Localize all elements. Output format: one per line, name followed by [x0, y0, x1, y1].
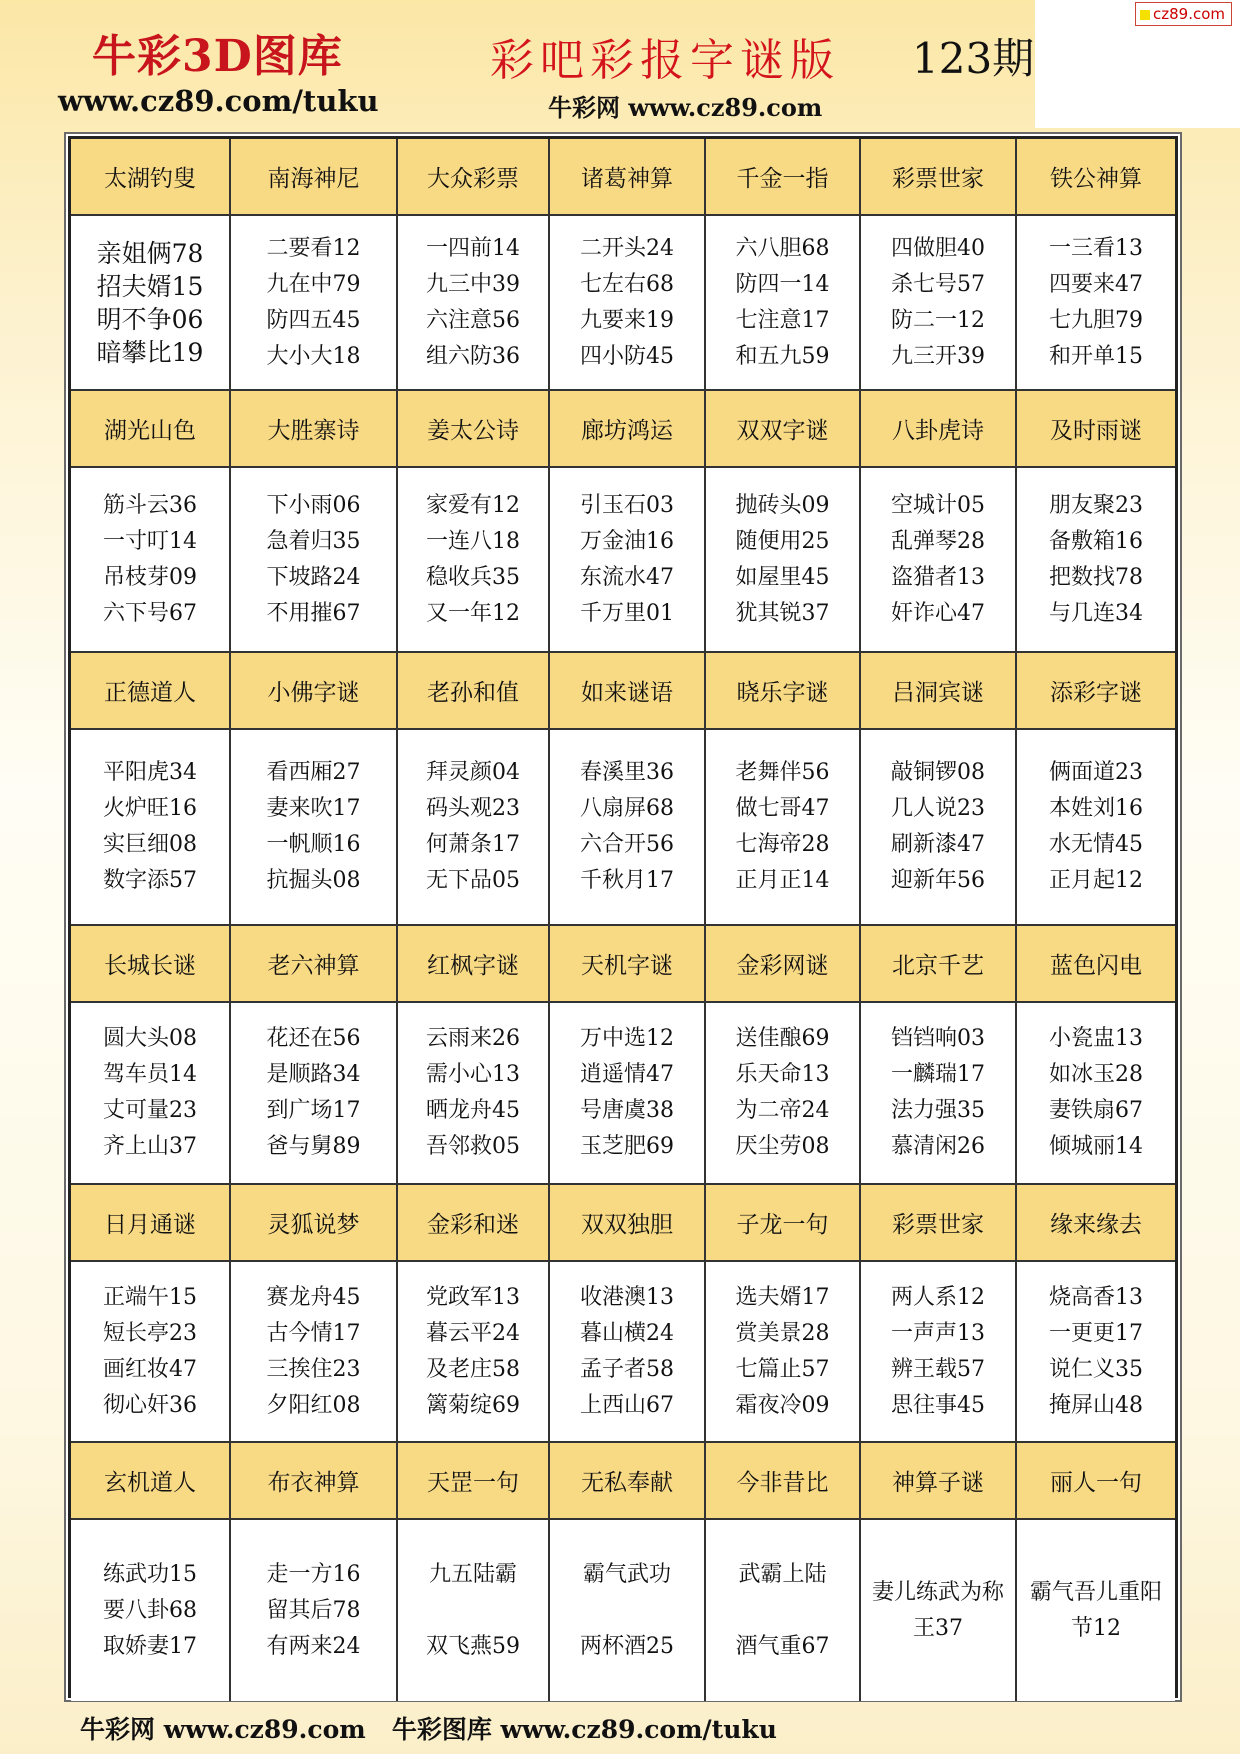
- riddle-line: 水无情45: [1049, 832, 1143, 857]
- column-header: 无私奉献: [550, 1443, 706, 1520]
- riddle-line: 妻来吹17: [266, 796, 361, 821]
- table-cell: [1017, 1262, 1175, 1443]
- riddle-line: 倾城丽14: [1049, 1134, 1143, 1159]
- column-header: 南海神尼: [231, 139, 398, 216]
- riddle-table: [68, 136, 1178, 1698]
- table-cell: [1017, 468, 1175, 653]
- riddle-line: 收港澳13: [580, 1284, 674, 1310]
- riddle-table-frame: [64, 132, 1182, 1702]
- riddle-line: 组六防36: [426, 343, 520, 369]
- riddle-line: 圆大头08: [103, 1026, 197, 1051]
- column-header: 大胜寨诗: [231, 391, 398, 468]
- riddle-line: 七左右68: [580, 271, 674, 297]
- column-header: 今非昔比: [706, 1443, 861, 1520]
- riddle-line: 烧高香13: [1049, 1284, 1143, 1310]
- column-header: 神算子谜: [861, 1443, 1017, 1520]
- riddle-line: 驾车员14: [103, 1062, 197, 1087]
- column-header: 双双字谜: [706, 391, 861, 468]
- riddle-line: 奸诈心47: [891, 600, 985, 626]
- riddle-line: 俩面道23: [1049, 760, 1143, 785]
- riddle-line: 孟子者58: [580, 1356, 674, 1382]
- riddle-line: 一连八18: [426, 528, 520, 554]
- riddle-line: 取娇妻17: [103, 1633, 197, 1659]
- riddle-line: 爸与舅89: [266, 1134, 361, 1159]
- riddle-line: 下小雨06: [266, 492, 361, 518]
- column-header: 丽人一句: [1017, 1443, 1175, 1520]
- riddle-line: 一帆顺16: [266, 832, 361, 857]
- riddle-line: 拜灵颜04: [426, 760, 520, 785]
- riddle-line: 杀七号57: [891, 271, 985, 297]
- riddle-line: 四做胆40: [891, 235, 985, 261]
- riddle-line: 妻铁扇67: [1049, 1098, 1143, 1123]
- riddle-line: 霜夜冷09: [735, 1392, 830, 1418]
- column-header: 蓝色闪电: [1017, 926, 1175, 1003]
- column-header: 添彩字谜: [1017, 653, 1175, 730]
- table-cell: [398, 216, 550, 391]
- riddle-line: 玉芝肥69: [580, 1134, 674, 1159]
- riddle-line: 六八胆68: [735, 235, 830, 261]
- riddle-line: 晒龙舟45: [426, 1098, 520, 1123]
- table-cell: [861, 1262, 1017, 1443]
- riddle-line: 到广场17: [266, 1098, 361, 1123]
- riddle-line: 防四一14: [735, 271, 830, 297]
- table-cell: [550, 216, 706, 391]
- riddle-line: 春溪里36: [580, 760, 674, 785]
- riddle-line: 一四前14: [426, 235, 520, 261]
- column-header: 玄机道人: [71, 1443, 231, 1520]
- table-cell: [1017, 730, 1175, 926]
- riddle-line: 练武功15: [103, 1561, 197, 1587]
- riddle-line: 敲铜锣08: [891, 760, 985, 785]
- riddle-line: 东流水47: [580, 564, 674, 590]
- column-header: 天罡一句: [398, 1443, 550, 1520]
- riddle-line: 云雨来26: [426, 1026, 520, 1051]
- riddle-line: 数字添57: [103, 868, 197, 893]
- riddle-line: 老舞伴56: [735, 760, 830, 785]
- riddle-line: 七篇止57: [735, 1356, 830, 1382]
- riddle-line: 法力强35: [891, 1098, 985, 1123]
- table-cell: [398, 468, 550, 653]
- column-header: 老六神算: [231, 926, 398, 1003]
- riddle-line: 九要来19: [580, 307, 674, 333]
- riddle-line: 送佳酿69: [735, 1026, 830, 1051]
- column-header: 小佛字谜: [231, 653, 398, 730]
- riddle-line: 九三中39: [426, 271, 520, 297]
- watermark-square-icon: [1140, 10, 1150, 20]
- column-header: 晓乐字谜: [706, 653, 861, 730]
- riddle-line: 说仁义35: [1049, 1356, 1143, 1382]
- riddle-line: 九五陆霸: [428, 1561, 517, 1587]
- riddle-line: 盗猎者13: [891, 564, 985, 590]
- riddle-line: 慕清闲26: [891, 1134, 985, 1159]
- watermark-text: cz89.com: [1152, 5, 1225, 23]
- riddle-line: 招夫婿15: [96, 271, 204, 301]
- riddle-line: 乱弹琴28: [891, 528, 985, 554]
- table-cell: [861, 730, 1017, 926]
- riddle-line: 霸气武功: [582, 1561, 671, 1587]
- table-cell: [71, 468, 231, 653]
- riddle-line: 空城计05: [891, 492, 985, 518]
- table-cell: [71, 216, 231, 391]
- riddle-line: 亲姐俩78: [96, 238, 204, 268]
- riddle-line: 要八卦68: [103, 1597, 197, 1623]
- table-cell: [1017, 1520, 1175, 1701]
- riddle-line: 犹其锐37: [735, 600, 830, 626]
- table-cell: [861, 216, 1017, 391]
- column-header: 八卦虎诗: [861, 391, 1017, 468]
- column-header: 铁公神算: [1017, 139, 1175, 216]
- column-header: 如来谜语: [550, 653, 706, 730]
- riddle-line: 吊枝芽09: [103, 564, 197, 590]
- table-cell: [71, 1262, 231, 1443]
- table-cell: [398, 1003, 550, 1185]
- riddle-line: 选夫婿17: [735, 1284, 830, 1310]
- riddle-line: 是顺路34: [266, 1062, 361, 1087]
- table-cell: [231, 216, 398, 391]
- riddle-line: 大小大18: [266, 343, 361, 369]
- footer-urls: 牛彩网 www.cz89.com 牛彩图库 www.cz89.com/tuku: [80, 1715, 777, 1744]
- riddle-line: 彻心奸36: [103, 1392, 197, 1418]
- riddle-line: 千万里01: [580, 600, 674, 626]
- column-header: 太湖钓叟: [71, 139, 231, 216]
- riddle-line: 画红妆47: [103, 1356, 197, 1382]
- table-cell: [706, 216, 861, 391]
- riddle-line: 上西山67: [580, 1392, 674, 1418]
- riddle-line: 迎新年56: [891, 868, 985, 893]
- riddle-line: 防二一12: [891, 307, 985, 333]
- table-cell: [706, 1003, 861, 1185]
- column-header: 姜太公诗: [398, 391, 550, 468]
- site-url-secondary[interactable]: 牛彩网 www.cz89.com: [548, 93, 823, 122]
- column-header: 天机字谜: [550, 926, 706, 1003]
- column-header: 北京千艺: [861, 926, 1017, 1003]
- riddle-line: 做七哥47: [735, 796, 830, 821]
- table-cell: [861, 1003, 1017, 1185]
- riddle-line: 暮云平24: [426, 1320, 520, 1346]
- riddle-line: 赛龙舟45: [266, 1284, 361, 1310]
- riddle-line: 引玉石03: [580, 492, 674, 518]
- column-header: 双双独胆: [550, 1185, 706, 1262]
- table-cell: [550, 1262, 706, 1443]
- riddle-line: 码头观23: [426, 796, 520, 821]
- riddle-line: 思往事45: [891, 1392, 985, 1418]
- table-cell: [861, 468, 1017, 653]
- riddle-line: 七海帝28: [735, 832, 830, 857]
- riddle-line: 武霸上陆: [738, 1561, 827, 1587]
- riddle-line: 妻儿练武为称王37: [871, 1579, 1004, 1641]
- table-cell: [71, 1003, 231, 1185]
- riddle-line: 万金油16: [580, 528, 674, 554]
- riddle-line: 随便用25: [735, 528, 830, 554]
- riddle-line: 如屋里45: [735, 564, 830, 590]
- table-cell: [231, 1520, 398, 1701]
- column-header: 金彩网谜: [706, 926, 861, 1003]
- riddle-line: 平阳虎34: [103, 760, 197, 785]
- riddle-line: 看西厢27: [266, 760, 361, 785]
- table-cell: [71, 1520, 231, 1701]
- column-header: 红枫字谜: [398, 926, 550, 1003]
- column-header: 吕洞宾谜: [861, 653, 1017, 730]
- riddle-line: 小瓷盅13: [1049, 1026, 1143, 1051]
- riddle-line: 六注意56: [426, 307, 520, 333]
- riddle-line: 两杯酒25: [580, 1633, 674, 1659]
- riddle-line: 号唐虞38: [580, 1098, 674, 1123]
- riddle-line: 一三看13: [1049, 235, 1143, 261]
- site-url[interactable]: www.cz89.com/tuku: [58, 84, 379, 118]
- riddle-line: 花还在56: [266, 1026, 361, 1051]
- riddle-line: 和五九59: [735, 343, 830, 369]
- riddle-line: 古今情17: [266, 1320, 361, 1346]
- table-cell: [231, 1003, 398, 1185]
- riddle-line: 七九胆79: [1049, 307, 1143, 333]
- table-cell: [861, 1520, 1017, 1701]
- riddle-line: 吾邻救05: [426, 1134, 520, 1159]
- riddle-line: 双飞燕59: [426, 1633, 520, 1659]
- riddle-line: 二要看12: [266, 235, 361, 261]
- riddle-line: 如冰玉28: [1049, 1062, 1143, 1087]
- riddle-line: 八扇屏68: [580, 796, 674, 821]
- riddle-line: 丈可量23: [103, 1098, 197, 1123]
- riddle-line: 乐天命13: [735, 1062, 830, 1087]
- table-cell: [550, 730, 706, 926]
- riddle-line: 三挨住23: [266, 1356, 361, 1382]
- riddle-line: 党政军13: [426, 1284, 520, 1310]
- table-cell: [1017, 216, 1175, 391]
- riddle-line: 筋斗云36: [103, 492, 197, 518]
- column-header: 廊坊鸿运: [550, 391, 706, 468]
- riddle-line: 九在中79: [266, 271, 361, 297]
- riddle-line: 刷新漆47: [891, 832, 985, 857]
- riddle-line: 把数找78: [1049, 564, 1143, 590]
- riddle-line: 稳收兵35: [426, 564, 520, 590]
- column-header: 缘来缘去: [1017, 1185, 1175, 1262]
- table-cell: [398, 1262, 550, 1443]
- column-header: 金彩和迷: [398, 1185, 550, 1262]
- riddle-line: 正端午15: [103, 1284, 197, 1310]
- column-header: 湖光山色: [71, 391, 231, 468]
- riddle-line: 齐上山37: [103, 1134, 197, 1159]
- riddle-line: 千秋月17: [580, 868, 674, 893]
- riddle-line: 六合开56: [580, 832, 674, 857]
- table-cell: [706, 1520, 861, 1701]
- riddle-line: 本姓刘16: [1049, 796, 1143, 821]
- column-header: 老孙和值: [398, 653, 550, 730]
- riddle-line: 几人说23: [891, 796, 985, 821]
- riddle-line: 不用摧67: [266, 600, 361, 626]
- table-cell: [706, 730, 861, 926]
- riddle-line: 铛铛响03: [891, 1026, 985, 1051]
- column-header: 大众彩票: [398, 139, 550, 216]
- table-cell: [550, 1520, 706, 1701]
- riddle-line: 一寸叮14: [103, 528, 197, 554]
- column-header: 日月通谜: [71, 1185, 231, 1262]
- table-cell: [550, 1003, 706, 1185]
- riddle-line: 和开单15: [1049, 343, 1143, 369]
- riddle-line: 六下号67: [103, 600, 197, 626]
- column-header: 彩票世家: [861, 139, 1017, 216]
- riddle-line: 赏美景28: [735, 1320, 830, 1346]
- table-cell: [231, 730, 398, 926]
- logo-panel: [1035, 0, 1240, 128]
- riddle-line: 夕阳红08: [266, 1392, 361, 1418]
- column-header: 子龙一句: [706, 1185, 861, 1262]
- riddle-line: 朋友聚23: [1049, 492, 1143, 518]
- riddle-line: 逍遥情47: [580, 1062, 674, 1087]
- riddle-line: 酒气重67: [735, 1633, 830, 1659]
- riddle-line: 正月正14: [735, 868, 830, 893]
- column-header: 长城长谜: [71, 926, 231, 1003]
- riddle-line: 实巨细08: [103, 832, 197, 857]
- riddle-line: 无下品05: [426, 868, 520, 893]
- riddle-line: 二开头24: [580, 235, 674, 261]
- table-cell: [398, 1520, 550, 1701]
- table-cell: [398, 730, 550, 926]
- riddle-line: 厌尘劳08: [735, 1134, 830, 1159]
- table-cell: [550, 468, 706, 653]
- column-header: 及时雨谜: [1017, 391, 1175, 468]
- riddle-line: 四要来47: [1049, 271, 1143, 297]
- riddle-line: 四小防45: [580, 343, 674, 369]
- site-watermark[interactable]: [1135, 2, 1232, 26]
- riddle-line: 一更更17: [1049, 1320, 1143, 1346]
- riddle-line: 暮山横24: [580, 1320, 674, 1346]
- riddle-line: 及老庄58: [426, 1356, 520, 1382]
- page-title: 彩吧彩报字谜版: [490, 35, 840, 86]
- riddle-line: 一声声13: [891, 1320, 985, 1346]
- column-header: 彩票世家: [861, 1185, 1017, 1262]
- riddle-line: 暗攀比19: [96, 337, 204, 367]
- site-title: 牛彩3D图库: [92, 31, 343, 82]
- riddle-line: 掩屏山48: [1049, 1392, 1143, 1418]
- riddle-line: 何萧条17: [426, 832, 520, 857]
- riddle-line: 走一方16: [266, 1561, 361, 1587]
- riddle-line: 备敷箱16: [1049, 528, 1143, 554]
- column-header: 千金一指: [706, 139, 861, 216]
- riddle-line: 下坡路24: [266, 564, 361, 590]
- column-header: 布衣神算: [231, 1443, 398, 1520]
- riddle-line: 七注意17: [735, 307, 830, 333]
- riddle-line: 与几连34: [1049, 600, 1143, 626]
- riddle-line: 有两来24: [266, 1633, 361, 1659]
- table-cell: [1017, 1003, 1175, 1185]
- riddle-line: 篱菊绽69: [426, 1392, 520, 1418]
- riddle-line: 又一年12: [426, 600, 520, 626]
- riddle-line: 辨王载57: [891, 1356, 985, 1382]
- riddle-line: 正月起12: [1049, 868, 1143, 893]
- table-cell: [706, 1262, 861, 1443]
- issue-number: 123期: [912, 34, 1035, 83]
- riddle-line: 短长亭23: [103, 1320, 197, 1346]
- riddle-line: 抛砖头09: [735, 492, 830, 518]
- column-header: 正德道人: [71, 653, 231, 730]
- riddle-line: 霸气吾儿重阳节12: [1029, 1579, 1162, 1641]
- riddle-line: 火炉旺16: [103, 796, 197, 821]
- riddle-line: 留其后78: [266, 1597, 361, 1623]
- riddle-line: 防四五45: [266, 307, 361, 333]
- column-header: 灵狐说梦: [231, 1185, 398, 1262]
- riddle-line: 两人系12: [891, 1284, 985, 1310]
- riddle-line: 一麟瑞17: [891, 1062, 985, 1087]
- riddle-line: 万中选12: [580, 1026, 674, 1051]
- riddle-line: 为二帝24: [735, 1098, 830, 1123]
- riddle-line: 明不争06: [96, 304, 204, 334]
- riddle-line: 九三开39: [891, 343, 985, 369]
- riddle-line: 需小心13: [426, 1062, 520, 1087]
- column-header: 诸葛神算: [550, 139, 706, 216]
- riddle-line: 急着归35: [266, 528, 361, 554]
- table-cell: [71, 730, 231, 926]
- table-cell: [706, 468, 861, 653]
- riddle-line: 家爱有12: [426, 492, 520, 518]
- table-cell: [231, 468, 398, 653]
- riddle-line: 抗掘头08: [266, 868, 361, 893]
- table-cell: [231, 1262, 398, 1443]
